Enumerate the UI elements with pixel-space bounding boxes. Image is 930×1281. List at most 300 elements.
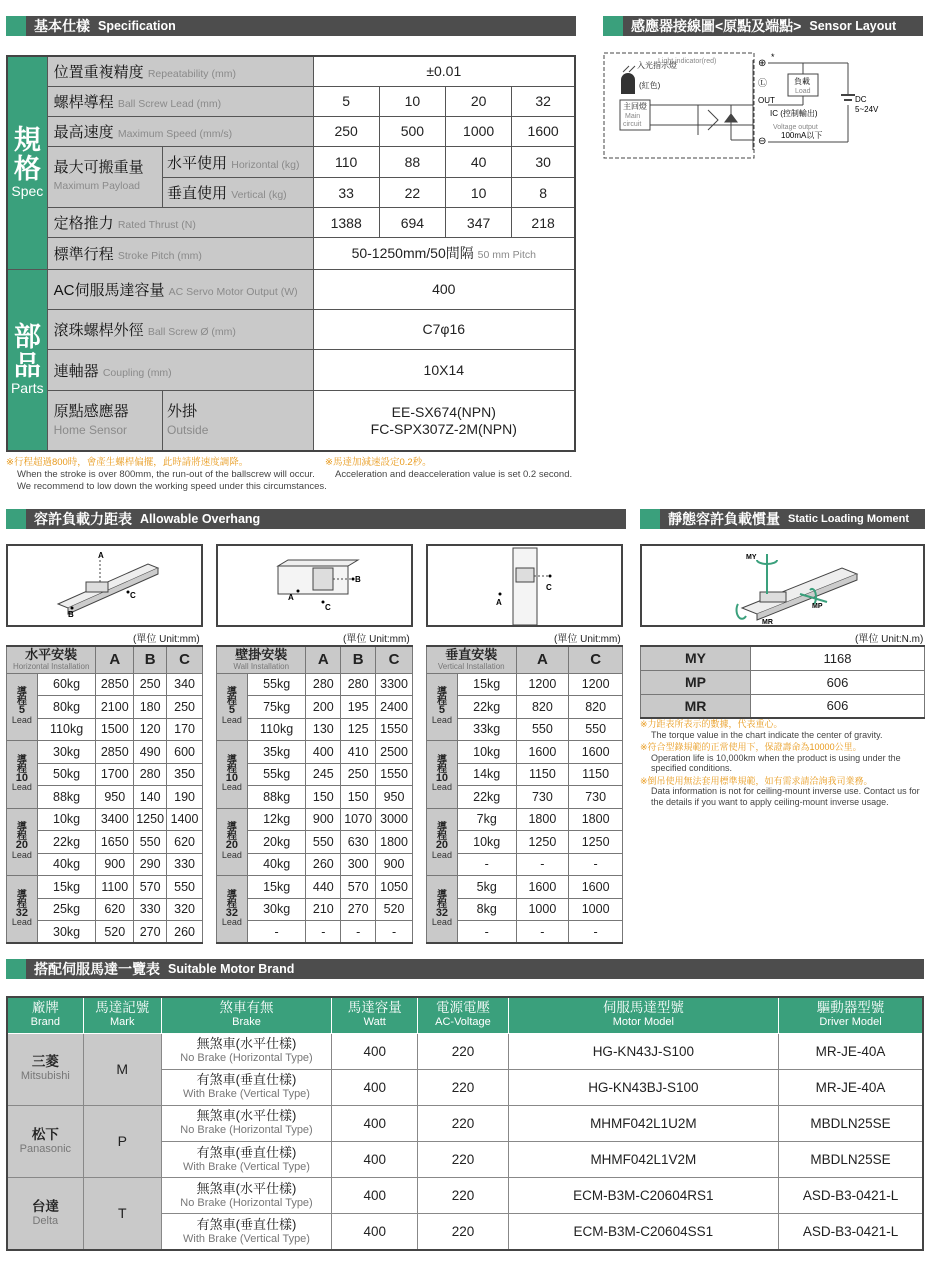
column-header: 廠牌 Brand bbox=[7, 997, 83, 1033]
brand-zh: 台達 bbox=[31, 1198, 59, 1214]
brake-zh: 有煞車(垂直仕樣) bbox=[196, 1216, 297, 1232]
overhang-cell: 1600 bbox=[569, 741, 623, 764]
column-header: 馬達容量 Watt bbox=[332, 997, 418, 1033]
motor-model-cell: ECM-B3M-C20604RS1 bbox=[508, 1178, 779, 1214]
lead-en: Lead bbox=[221, 917, 242, 927]
brand-en: Panasonic bbox=[19, 1142, 72, 1155]
ball-screw-label: 滾珠螺桿外徑 Ball Screw Ø (mm) bbox=[47, 309, 313, 349]
wall-install-diagram bbox=[216, 544, 413, 627]
load-cell: 15kg bbox=[247, 876, 306, 899]
motor-model-cell: MHMF042L1V2M bbox=[508, 1142, 779, 1178]
lead-number: 20 bbox=[15, 839, 29, 852]
overhang-cell: 1050 bbox=[376, 876, 413, 899]
repeatability-label: 位置重複精度 Repeatability (mm) bbox=[47, 56, 313, 86]
overhang-cell: 140 bbox=[134, 786, 167, 809]
lead-cell bbox=[7, 673, 38, 741]
brake-en: With Brake (Vertical Type) bbox=[183, 1160, 310, 1173]
voltage-cell: 220 bbox=[418, 1142, 508, 1178]
dc-label: DC bbox=[855, 95, 867, 104]
moment-value: 606 bbox=[751, 694, 925, 718]
main-circuit-en: Main bbox=[625, 113, 641, 120]
lead-number: 5 bbox=[18, 704, 25, 717]
horizontal-value: 88 bbox=[379, 146, 445, 177]
thrust-value: 694 bbox=[379, 208, 445, 238]
overhang-cell: 600 bbox=[167, 741, 203, 764]
stroke-label: 標準行程 Stroke Pitch (mm) bbox=[47, 238, 313, 269]
lead-zh: 導 程 bbox=[16, 687, 27, 708]
overhang-cell: 125 bbox=[341, 718, 376, 741]
motor-table bbox=[6, 996, 924, 1251]
horizontal-overhang-table bbox=[6, 645, 203, 944]
unit-label: (單位 Unit:mm) bbox=[554, 634, 621, 645]
overhang-cell: 820 bbox=[516, 696, 569, 719]
lead-zh: 導 程 bbox=[436, 822, 447, 843]
overhang-cell: 410 bbox=[341, 741, 376, 764]
load-cell: 15kg bbox=[37, 876, 96, 899]
load-label: 負載 bbox=[794, 77, 810, 86]
brake-cell bbox=[161, 1069, 331, 1105]
overhang-cell: 170 bbox=[167, 718, 203, 741]
load-cell: 14kg bbox=[457, 763, 516, 786]
thrust-value: 347 bbox=[446, 208, 512, 238]
svg-text:A: A bbox=[288, 593, 294, 602]
voltage-cell: 220 bbox=[418, 1069, 508, 1105]
overhang-cell: - bbox=[569, 921, 623, 944]
overhang-cell: 330 bbox=[167, 853, 203, 876]
load-cell: 88kg bbox=[247, 786, 306, 809]
lead-en: Lead bbox=[11, 917, 32, 927]
voltage-cell: 220 bbox=[418, 1214, 508, 1250]
driver-model-cell: ASD-B3-0421-L bbox=[779, 1214, 923, 1250]
thrust-label: 定格推力 Rated Thrust (N) bbox=[47, 208, 313, 238]
vertical-label: 垂直使用 Vertical (kg) bbox=[163, 178, 314, 208]
brake-cell bbox=[161, 1142, 331, 1178]
vertical-value: 33 bbox=[313, 178, 379, 208]
overhang-cell: 440 bbox=[306, 876, 341, 899]
load-cell: 33kg bbox=[457, 718, 516, 741]
overhang-cell: 290 bbox=[134, 853, 167, 876]
load-cell: 22kg bbox=[457, 786, 516, 809]
overhang-cell: 620 bbox=[167, 831, 203, 854]
overhang-cell: 280 bbox=[306, 673, 341, 696]
overhang-cell: 300 bbox=[341, 853, 376, 876]
overhang-cell: - bbox=[516, 921, 569, 944]
overhang-cell: 1250 bbox=[134, 808, 167, 831]
lead-number: 32 bbox=[15, 906, 29, 919]
brake-en: No Brake (Horizontal Type) bbox=[180, 1124, 313, 1137]
load-cell: 5kg bbox=[457, 876, 516, 899]
overhang-cell: 550 bbox=[516, 718, 569, 741]
coupling-value: 10X14 bbox=[313, 349, 575, 390]
load-cell: - bbox=[457, 853, 516, 876]
load-cell: 22kg bbox=[37, 831, 96, 854]
lead-cell bbox=[217, 876, 248, 944]
mp-label: MP bbox=[812, 603, 823, 610]
plus-terminal: ⊕ bbox=[758, 58, 767, 69]
lead-en: Lead bbox=[431, 714, 452, 725]
spec-band: 規格 Spec bbox=[7, 56, 47, 269]
column-header: B bbox=[341, 646, 376, 673]
overhang-cell: 950 bbox=[376, 786, 413, 809]
overhang-cell: 1550 bbox=[376, 718, 413, 741]
load-cell: 110kg bbox=[37, 718, 96, 741]
overhang-cell: 1700 bbox=[96, 763, 134, 786]
main-circuit-label: 主回燈 bbox=[623, 102, 647, 111]
brand-cell bbox=[7, 1178, 83, 1250]
overhang-cell: 260 bbox=[167, 921, 203, 944]
driver-model-cell: ASD-B3-0421-L bbox=[779, 1178, 923, 1214]
load-cell: 40kg bbox=[247, 853, 306, 876]
lead-en: Lead bbox=[221, 782, 242, 793]
table-row bbox=[7, 673, 203, 696]
brake-cell bbox=[161, 1178, 331, 1214]
load-cell: 40kg bbox=[37, 853, 96, 876]
my-label: MY bbox=[746, 554, 757, 561]
lead-en: Lead bbox=[221, 849, 242, 860]
lead-zh: 導 程 bbox=[436, 687, 447, 708]
brake-cell bbox=[161, 1105, 331, 1141]
load-cell: 35kg bbox=[247, 741, 306, 764]
overhang-cell: 730 bbox=[516, 786, 569, 809]
motor-model-cell: HG-KN43J-S100 bbox=[508, 1033, 779, 1069]
lead-en: Lead bbox=[431, 782, 452, 793]
table-row bbox=[7, 1178, 923, 1214]
load-cell: - bbox=[457, 921, 516, 944]
svg-text:C: C bbox=[325, 603, 331, 612]
horizontal-value: 40 bbox=[446, 146, 512, 177]
spec-table bbox=[6, 55, 576, 452]
overhang-cell: 1100 bbox=[96, 876, 134, 899]
voltage-cell: 220 bbox=[418, 1105, 508, 1141]
voltage-cell: 220 bbox=[418, 1178, 508, 1214]
dc-voltage-label: 5~24V bbox=[855, 105, 879, 114]
out-terminal: OUT bbox=[758, 96, 775, 105]
vertical-install-diagram bbox=[426, 544, 623, 627]
brake-en: With Brake (Vertical Type) bbox=[183, 1088, 310, 1101]
moment-value: 606 bbox=[751, 670, 925, 694]
overhang-cell: 900 bbox=[96, 853, 134, 876]
load-cell: 8kg bbox=[457, 898, 516, 921]
overhang-cell: 350 bbox=[167, 763, 203, 786]
overhang-cell: 730 bbox=[569, 786, 623, 809]
overhang-cell: - bbox=[516, 853, 569, 876]
svg-text:B: B bbox=[355, 575, 361, 584]
mark-cell: P bbox=[83, 1105, 161, 1177]
main-circuit-en2: circuit bbox=[623, 121, 642, 128]
overhang-cell: 195 bbox=[341, 696, 376, 719]
overhang-cell: 520 bbox=[376, 898, 413, 921]
lead-cell bbox=[7, 808, 38, 876]
load-cell: 50kg bbox=[37, 763, 96, 786]
overhang-cell: 1200 bbox=[569, 673, 623, 696]
brake-en: No Brake (Horizontal Type) bbox=[180, 1052, 313, 1065]
watt-cell: 400 bbox=[332, 1214, 418, 1250]
l-terminal: Ⓛ bbox=[758, 78, 768, 88]
table-row bbox=[427, 808, 623, 831]
table-row bbox=[427, 876, 623, 899]
load-cell: 22kg bbox=[457, 696, 516, 719]
ic-label: IC (控制輸出) bbox=[770, 109, 818, 118]
table-row bbox=[427, 741, 623, 764]
mark-cell: T bbox=[83, 1178, 161, 1250]
overhang-cell: 1800 bbox=[516, 808, 569, 831]
svg-text:A: A bbox=[98, 551, 104, 560]
lead-zh: 導 程 bbox=[16, 754, 27, 775]
column-header: B bbox=[134, 646, 167, 673]
table-row bbox=[217, 876, 413, 899]
overhang-cell: 1070 bbox=[341, 808, 376, 831]
overhang-cell: 250 bbox=[341, 763, 376, 786]
column-header: A bbox=[306, 646, 341, 673]
thrust-value: 1388 bbox=[313, 208, 379, 238]
overhang-cell: 210 bbox=[306, 898, 341, 921]
ball-screw-value: C7φ16 bbox=[313, 309, 575, 349]
lead-cell bbox=[7, 741, 38, 809]
table-row bbox=[427, 673, 623, 696]
overhang-cell: 1150 bbox=[516, 763, 569, 786]
svg-text:C: C bbox=[130, 591, 136, 600]
load-cell: 60kg bbox=[37, 673, 96, 696]
load-cell: 55kg bbox=[247, 673, 306, 696]
overhang-cell: 550 bbox=[306, 831, 341, 854]
brand-en: Delta bbox=[32, 1214, 59, 1227]
brake-zh: 無煞車(水平仕樣) bbox=[196, 1108, 297, 1124]
moment-key: MP bbox=[641, 670, 751, 694]
overhang-cell: 250 bbox=[134, 673, 167, 696]
brake-zh: 有煞車(垂直仕樣) bbox=[196, 1072, 297, 1088]
column-header: A bbox=[516, 646, 569, 673]
moment-header: 靜態容許負載慣量 Static Loading Moment bbox=[640, 509, 925, 529]
lead-number: 5 bbox=[438, 704, 445, 717]
watt-cell: 400 bbox=[332, 1033, 418, 1069]
column-header: 水平安裝 Horizontal Installation bbox=[7, 646, 96, 673]
motor-header: 搭配伺服馬達一覽表 Suitable Motor Brand bbox=[6, 959, 924, 979]
brand-zh: 松下 bbox=[31, 1126, 59, 1142]
overhang-cell: 260 bbox=[306, 853, 341, 876]
overhang-cell: 130 bbox=[306, 718, 341, 741]
led-icon bbox=[621, 73, 635, 94]
lead-cell bbox=[427, 876, 458, 944]
column-header: 電源電壓 AC-Voltage bbox=[418, 997, 508, 1033]
driver-model-cell: MR-JE-40A bbox=[779, 1033, 923, 1069]
lead-en: Lead bbox=[431, 849, 452, 860]
lead-number: 10 bbox=[15, 771, 29, 784]
lead-number: 10 bbox=[435, 771, 449, 784]
home-sensor-label: 原點感應器 Home Sensor bbox=[47, 391, 162, 451]
unit-label: (單位 Unit:mm) bbox=[343, 634, 410, 645]
accel-note: ※馬達加減速設定0.2秒。 Acceleration and deacceleration value is set 0.2 second. bbox=[325, 457, 573, 480]
motor-output-value: 400 bbox=[313, 269, 575, 309]
overhang-cell: - bbox=[569, 853, 623, 876]
motor-model-cell: ECM-B3M-C20604SS1 bbox=[508, 1214, 779, 1250]
overhang-cell: 1600 bbox=[516, 876, 569, 899]
wall-overhang-table bbox=[216, 645, 413, 944]
horizontal-install-diagram bbox=[6, 544, 203, 627]
horizontal-value: 30 bbox=[512, 146, 575, 177]
minus-terminal: ⊖ bbox=[758, 136, 767, 147]
overhang-cell: 1400 bbox=[167, 808, 203, 831]
brake-zh: 無煞車(水平仕樣) bbox=[196, 1036, 297, 1052]
driver-model-cell: MBDLN25SE bbox=[779, 1142, 923, 1178]
watt-cell: 400 bbox=[332, 1142, 418, 1178]
lead-cell bbox=[427, 808, 458, 876]
overhang-cell: 3400 bbox=[96, 808, 134, 831]
lead-number: 32 bbox=[225, 906, 239, 919]
load-cell: 15kg bbox=[457, 673, 516, 696]
load-cell: - bbox=[247, 921, 306, 944]
overhang-cell: 2500 bbox=[376, 741, 413, 764]
unit-label: (單位 Unit:mm) bbox=[133, 634, 200, 645]
repeatability-value: ±0.01 bbox=[313, 56, 575, 86]
home-sensor-value: EE-SX674(NPN) FC-SPX307Z-2M(NPN) bbox=[313, 391, 575, 451]
overhang-cell: 400 bbox=[306, 741, 341, 764]
overhang-cell: 550 bbox=[167, 876, 203, 899]
overhang-cell: 150 bbox=[341, 786, 376, 809]
horizontal-label: 水平使用 Horizontal (kg) bbox=[163, 146, 314, 177]
stroke-value: 50-1250mm/50間隔 50 mm Pitch bbox=[313, 238, 575, 269]
brake-cell bbox=[161, 1214, 331, 1250]
overhang-cell: 245 bbox=[306, 763, 341, 786]
table-row bbox=[7, 1105, 923, 1141]
column-header: C bbox=[376, 646, 413, 673]
vertical-value: 22 bbox=[379, 178, 445, 208]
vertical-value: 8 bbox=[512, 178, 575, 208]
led-label: 入光指示燈 bbox=[637, 61, 677, 70]
load-cell: 10kg bbox=[457, 741, 516, 764]
overhang-cell: 570 bbox=[341, 876, 376, 899]
overhang-cell: 2100 bbox=[96, 696, 134, 719]
load-cell: 110kg bbox=[247, 718, 306, 741]
lead-value: 20 bbox=[446, 86, 512, 116]
overhang-cell: 630 bbox=[341, 831, 376, 854]
load-cell: 30kg bbox=[37, 921, 96, 944]
led-color-label: (紅色) bbox=[639, 81, 661, 90]
overhang-cell: - bbox=[341, 921, 376, 944]
brand-en: Mitsubishi bbox=[20, 1070, 70, 1083]
lead-number: 32 bbox=[435, 906, 449, 919]
moment-key: MR bbox=[641, 694, 751, 718]
table-row bbox=[7, 1033, 923, 1069]
lead-zh: 導 程 bbox=[226, 754, 237, 775]
moment-table bbox=[640, 645, 925, 719]
brake-en: No Brake (Horizontal Type) bbox=[180, 1196, 313, 1209]
overhang-cell: 150 bbox=[306, 786, 341, 809]
svg-text:A: A bbox=[496, 598, 502, 607]
lead-label: 螺桿導程 Ball Screw Lead (mm) bbox=[47, 86, 313, 116]
brand-zh: 三菱 bbox=[31, 1054, 59, 1070]
watt-cell: 400 bbox=[332, 1178, 418, 1214]
overhang-cell: 900 bbox=[306, 808, 341, 831]
column-header: 煞車有無 Brake bbox=[161, 997, 331, 1033]
lead-zh: 導 程 bbox=[226, 822, 237, 843]
overhang-header: 容許負載力距表 Allowable Overhang bbox=[6, 509, 626, 529]
overhang-cell: 2400 bbox=[376, 696, 413, 719]
load-cell: 88kg bbox=[37, 786, 96, 809]
load-en-label: Load bbox=[795, 88, 811, 95]
lead-zh: 導 程 bbox=[436, 754, 447, 775]
overhang-cell: 1650 bbox=[96, 831, 134, 854]
overhang-cell: 1250 bbox=[516, 831, 569, 854]
moment-key: MY bbox=[641, 646, 751, 670]
load-cell: 30kg bbox=[247, 898, 306, 921]
column-header: C bbox=[569, 646, 623, 673]
brake-zh: 有煞車(垂直仕樣) bbox=[196, 1144, 297, 1160]
lead-cell bbox=[217, 673, 248, 741]
speed-value: 250 bbox=[313, 116, 379, 146]
lead-zh: 導 程 bbox=[16, 889, 27, 910]
parts-band: 部品 Parts bbox=[7, 269, 47, 451]
lead-zh: 導 程 bbox=[16, 822, 27, 843]
overhang-cell: 1550 bbox=[376, 763, 413, 786]
overhang-cell: 180 bbox=[134, 696, 167, 719]
brand-cell bbox=[7, 1105, 83, 1177]
overhang-cell: 950 bbox=[96, 786, 134, 809]
motor-output-label: AC伺服馬達容量 AC Servo Motor Output (W) bbox=[47, 269, 313, 309]
overhang-cell: 1250 bbox=[569, 831, 623, 854]
coupling-label: 連軸器 Coupling (mm) bbox=[47, 349, 313, 390]
brand-cell bbox=[7, 1033, 83, 1105]
svg-text:C: C bbox=[546, 583, 552, 592]
horizontal-value: 110 bbox=[313, 146, 379, 177]
lead-cell bbox=[7, 876, 38, 944]
column-header: 驅動器型號 Driver Model bbox=[779, 997, 923, 1033]
lead-zh: 導 程 bbox=[226, 889, 237, 910]
lead-zh: 導 程 bbox=[226, 687, 237, 708]
column-header: C bbox=[167, 646, 203, 673]
moment-value: 1168 bbox=[751, 646, 925, 670]
lead-number: 10 bbox=[225, 771, 239, 784]
load-cell: 75kg bbox=[247, 696, 306, 719]
moment-diagram bbox=[640, 544, 925, 627]
table-row bbox=[217, 741, 413, 764]
overhang-cell: 550 bbox=[569, 718, 623, 741]
motor-model-cell: MHMF042L1U2M bbox=[508, 1105, 779, 1141]
overhang-cell: 620 bbox=[96, 898, 134, 921]
lead-cell bbox=[427, 673, 458, 741]
overhang-cell: 1200 bbox=[516, 673, 569, 696]
home-sensor-mount: 外掛 Outside bbox=[163, 391, 314, 451]
overhang-cell: 250 bbox=[167, 696, 203, 719]
sensor-wiring-diagram bbox=[603, 50, 923, 160]
lead-en: Lead bbox=[11, 849, 32, 860]
voltage-cell: 220 bbox=[418, 1033, 508, 1069]
overhang-cell: 1600 bbox=[516, 741, 569, 764]
lead-en: Lead bbox=[11, 714, 32, 725]
sensor-header: 感應器接線圖<原點及端點> Sensor Layout bbox=[603, 16, 923, 36]
overhang-cell: 1500 bbox=[96, 718, 134, 741]
overhang-cell: 330 bbox=[134, 898, 167, 921]
lead-value: 10 bbox=[379, 86, 445, 116]
thrust-value: 218 bbox=[512, 208, 575, 238]
overhang-cell: 200 bbox=[306, 696, 341, 719]
overhang-cell: 2850 bbox=[96, 741, 134, 764]
column-header: 壁掛安裝 Wall Installation bbox=[217, 646, 306, 673]
overhang-cell: 2850 bbox=[96, 673, 134, 696]
speed-value: 1000 bbox=[446, 116, 512, 146]
table-row bbox=[7, 808, 203, 831]
lead-cell bbox=[427, 741, 458, 809]
mark-cell: M bbox=[83, 1033, 161, 1105]
spec-header: 基本仕樣 Specification bbox=[6, 16, 576, 36]
overhang-cell: 280 bbox=[134, 763, 167, 786]
vertical-overhang-table bbox=[426, 645, 623, 944]
table-row bbox=[7, 876, 203, 899]
overhang-cell: 1800 bbox=[376, 831, 413, 854]
brake-zh: 無煞車(水平仕樣) bbox=[196, 1180, 297, 1196]
overhang-cell: 320 bbox=[167, 898, 203, 921]
overhang-cell: 570 bbox=[134, 876, 167, 899]
brake-en: With Brake (Vertical Type) bbox=[183, 1232, 310, 1245]
